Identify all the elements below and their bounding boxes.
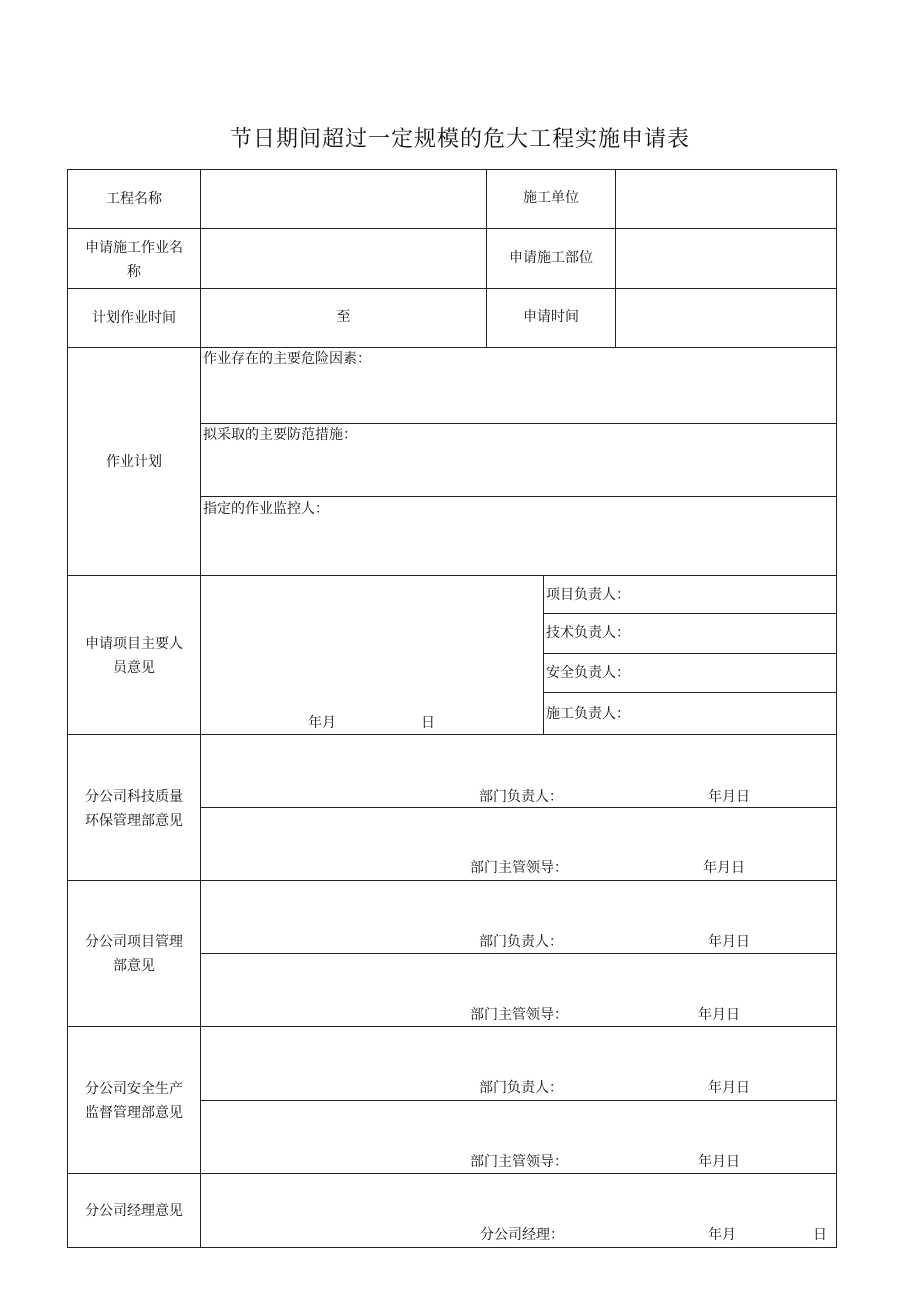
subrow-line <box>200 496 837 497</box>
planned-time-label: 计划作业时间 <box>92 310 176 326</box>
form-title: 节日期间超过一定规模的危大工程实施申请表 <box>229 127 690 152</box>
tech-leader-label: 技术负责人： <box>546 625 630 641</box>
safety-dept-label <box>68 1077 200 1125</box>
operation-name-field[interactable] <box>201 231 485 287</box>
project-leader-label: 项目负责人： <box>546 587 630 603</box>
safety-dept-head-date: 年月日 <box>708 1080 750 1096</box>
table-border-top <box>67 169 837 170</box>
safety-dept-label-line2: 监督管理部意见 <box>85 1105 183 1121</box>
subrow-line <box>543 692 837 693</box>
project-opinion-label <box>68 632 200 680</box>
opinion-day: 日 <box>421 715 435 731</box>
row-line <box>67 1026 837 1027</box>
planned-time-to: 至 <box>336 309 351 325</box>
proj-dept-label-line2: 部意见 <box>113 958 155 974</box>
operation-name-label <box>68 236 200 284</box>
proj-dept-leader-label: 部门主管领导： <box>470 1007 568 1023</box>
opinion-year-month: 年月 <box>308 715 336 731</box>
manager-day: 日 <box>813 1227 827 1243</box>
construction-leader-label: 施工负责人： <box>546 706 630 722</box>
construction-part-label: 申请施工部位 <box>509 250 593 266</box>
manager-year-month: 年月 <box>708 1227 736 1243</box>
project-name-field[interactable] <box>201 172 485 227</box>
project-opinion-label-line1: 申请项目主要人 <box>85 636 183 652</box>
tech-dept-leader-date: 年月日 <box>703 860 745 876</box>
apply-time-label: 申请时间 <box>523 309 579 325</box>
work-plan-label: 作业计划 <box>106 454 162 470</box>
proj-dept-label <box>68 930 200 978</box>
signature-column-divider <box>543 575 544 735</box>
project-name-label: 工程名称 <box>106 191 162 207</box>
row-line <box>67 228 837 229</box>
apply-time-field[interactable] <box>616 291 835 346</box>
construction-part-field[interactable] <box>616 231 835 287</box>
proj-dept-head-label: 部门负责人： <box>479 934 563 950</box>
subrow-line <box>543 653 837 654</box>
tech-dept-label <box>68 785 200 833</box>
tech-dept-head-label: 部门负责人： <box>479 789 563 805</box>
proj-dept-head-date: 年月日 <box>708 934 750 950</box>
safety-dept-label-line1: 分公司安全生产 <box>85 1081 183 1097</box>
row-line <box>67 734 837 735</box>
manager-label: 分公司经理： <box>480 1227 564 1243</box>
tech-dept-head-date: 年月日 <box>708 789 750 805</box>
safety-dept-leader-date: 年月日 <box>698 1154 740 1170</box>
safety-dept-leader-label: 部门主管领导： <box>470 1154 568 1170</box>
row-line <box>67 1173 837 1174</box>
subrow-line <box>200 953 837 954</box>
table-border-right <box>836 169 837 1248</box>
tech-dept-leader-label: 部门主管领导： <box>470 860 568 876</box>
construction-unit-field[interactable] <box>616 172 835 227</box>
table-border-bottom <box>67 1247 837 1248</box>
project-opinion-label-line2: 员意见 <box>113 660 155 676</box>
manager-opinion-label: 分公司经理意见 <box>85 1203 183 1219</box>
measures-label: 拟采取的主要防范措施： <box>203 427 357 443</box>
safety-dept-head-label: 部门负责人： <box>479 1080 563 1096</box>
row-line <box>67 288 837 289</box>
supervisor-label: 指定的作业监控人： <box>203 501 329 517</box>
subrow-line <box>200 1100 837 1101</box>
proj-dept-leader-date: 年月日 <box>698 1007 740 1023</box>
subrow-line <box>543 613 837 614</box>
safety-leader-label: 安全负责人： <box>546 665 630 681</box>
row-line <box>67 575 837 576</box>
tech-dept-label-line2: 环保管理部意见 <box>85 813 183 829</box>
row-line <box>67 880 837 881</box>
construction-unit-label: 施工单位 <box>523 190 579 206</box>
row-line <box>67 347 837 348</box>
label-column-divider <box>200 169 201 1248</box>
operation-name-label-line1: 申请施工作业名 <box>85 240 183 256</box>
operation-name-label-line2: 称 <box>127 264 141 280</box>
hazards-label: 作业存在的主要危险因素： <box>203 351 371 367</box>
tech-dept-label-line1: 分公司科技质量 <box>85 789 183 805</box>
proj-dept-label-line1: 分公司项目管理 <box>85 934 183 950</box>
